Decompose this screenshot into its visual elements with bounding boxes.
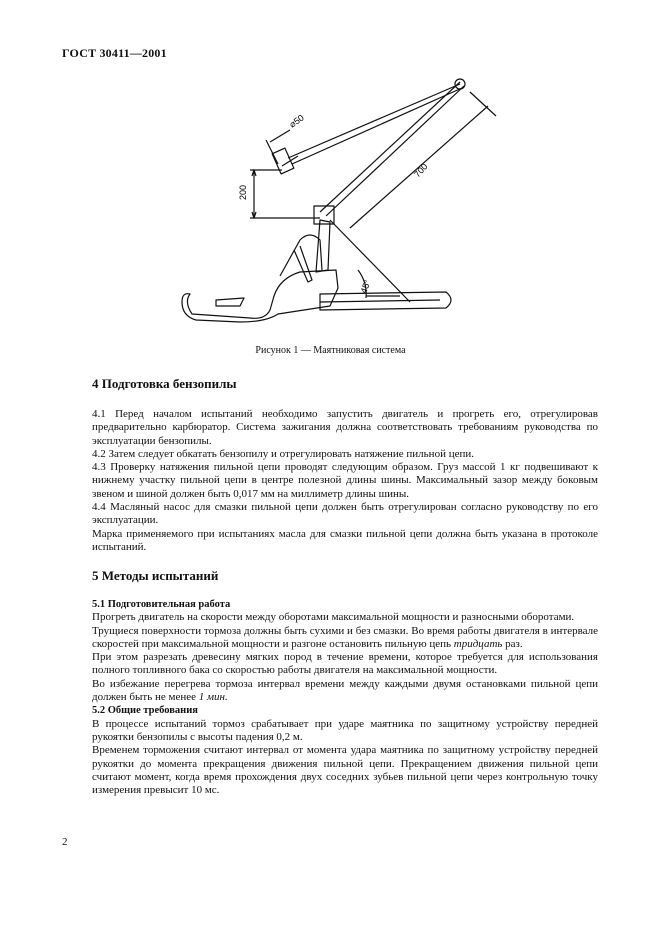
paragraph-5-1-1: Прогреть двигатель на скорости между оборотами максимальной мощности и разносными оборотами. xyxy=(92,611,575,624)
subsection-5-2-title: 5.2 Общие требования xyxy=(92,705,198,717)
dim-head-label: ⌀50 xyxy=(287,112,306,130)
chainsaw-body xyxy=(182,270,338,322)
dim-angle-label: 45° xyxy=(358,278,373,295)
paragraph-5-1-4: Во избежание перегрева тормоза интервал времени между каждыми двумя остановками пильной цепи должен быть не менее 1 мин. xyxy=(92,677,598,704)
paragraph-4-3: 4.3 Проверку натяжения пильной цепи проводят следующим образом. Груз массой 1 кг подвешивают к нижнему участку пильной цепи в центре полезной длины шины. Максимальный зазор между боковым звеном и шиной должен быть 0,017 мм на миллиметр длины шины. xyxy=(92,461,598,500)
subsection-5-1-title: 5.1 Подготовительная работа xyxy=(92,599,231,610)
page-number: 2 xyxy=(62,836,68,848)
dim-height-label: 200 xyxy=(238,184,248,200)
paragraph-4-5: Марка применяемого при испытаниях масла для смазки пильной цепи должна быть указана в протоколе испытаний. xyxy=(92,527,598,553)
dim-length-label: 700 xyxy=(412,161,430,180)
paragraph-4-2: 4.2 Затем следует обкатать бензопилу и отрегулировать натяжение пильной цепи. xyxy=(92,447,474,460)
paragraph-4-1: 4.1 Перед началом испытаний необходимо запустить двигатель и прогреть его, отрегулировав предварительно карбюратор. Система зажигания должна соответствовать требованиям руководства по эксплуатации бензопилы. xyxy=(92,408,598,447)
paragraph-4-4: 4.4 Масляный насос для смазки пильной цепи должен быть отрегулирован согласно руководству по его эксплуатации. xyxy=(92,501,598,527)
section-4-body xyxy=(92,408,598,554)
pendulum-figure xyxy=(170,70,500,335)
paragraph-5-1-3: При этом разрезать древесину мягких пород в течение времени, которое требуется для использования полного топливного бака со скоростью работы двигателя на максимальной мощности. xyxy=(92,651,598,677)
paragraph-5-2-1: В процессе испытаний тормоз срабатывает при ударе маятника по защитному устройству передней рукоятки бензопилы с высоты падения 0,2 м. xyxy=(92,717,598,743)
section-4-title: 4 Подготовка бензопилы xyxy=(92,376,237,391)
figure-caption: Рисунок 1 — Маятниковая система xyxy=(255,345,406,356)
paragraph-5-2-2: Временем торможения считают интервал от момента удара маятника по защитному устройству передней рукоятки до момента прекращения движения пильной цепи. Прекращением движения пильной цепи считают момент, когда время прохождения двух соседних зубьев пильной цепи через контрольную точку измерения превысит 10 мс. xyxy=(92,744,598,797)
paragraph-5-1-2: Трущиеся поверхности тормоза должны быть сухими и без смазки. Во время работы двигателя в интервале скоростей при максимальной мощности и разгоне остановить пильную цепь тридцать раз. xyxy=(92,624,598,650)
section-5-title: 5 Методы испытаний xyxy=(92,568,219,583)
document-header: ГОСТ 30411—2001 xyxy=(62,46,167,60)
section-5-body xyxy=(92,598,598,797)
